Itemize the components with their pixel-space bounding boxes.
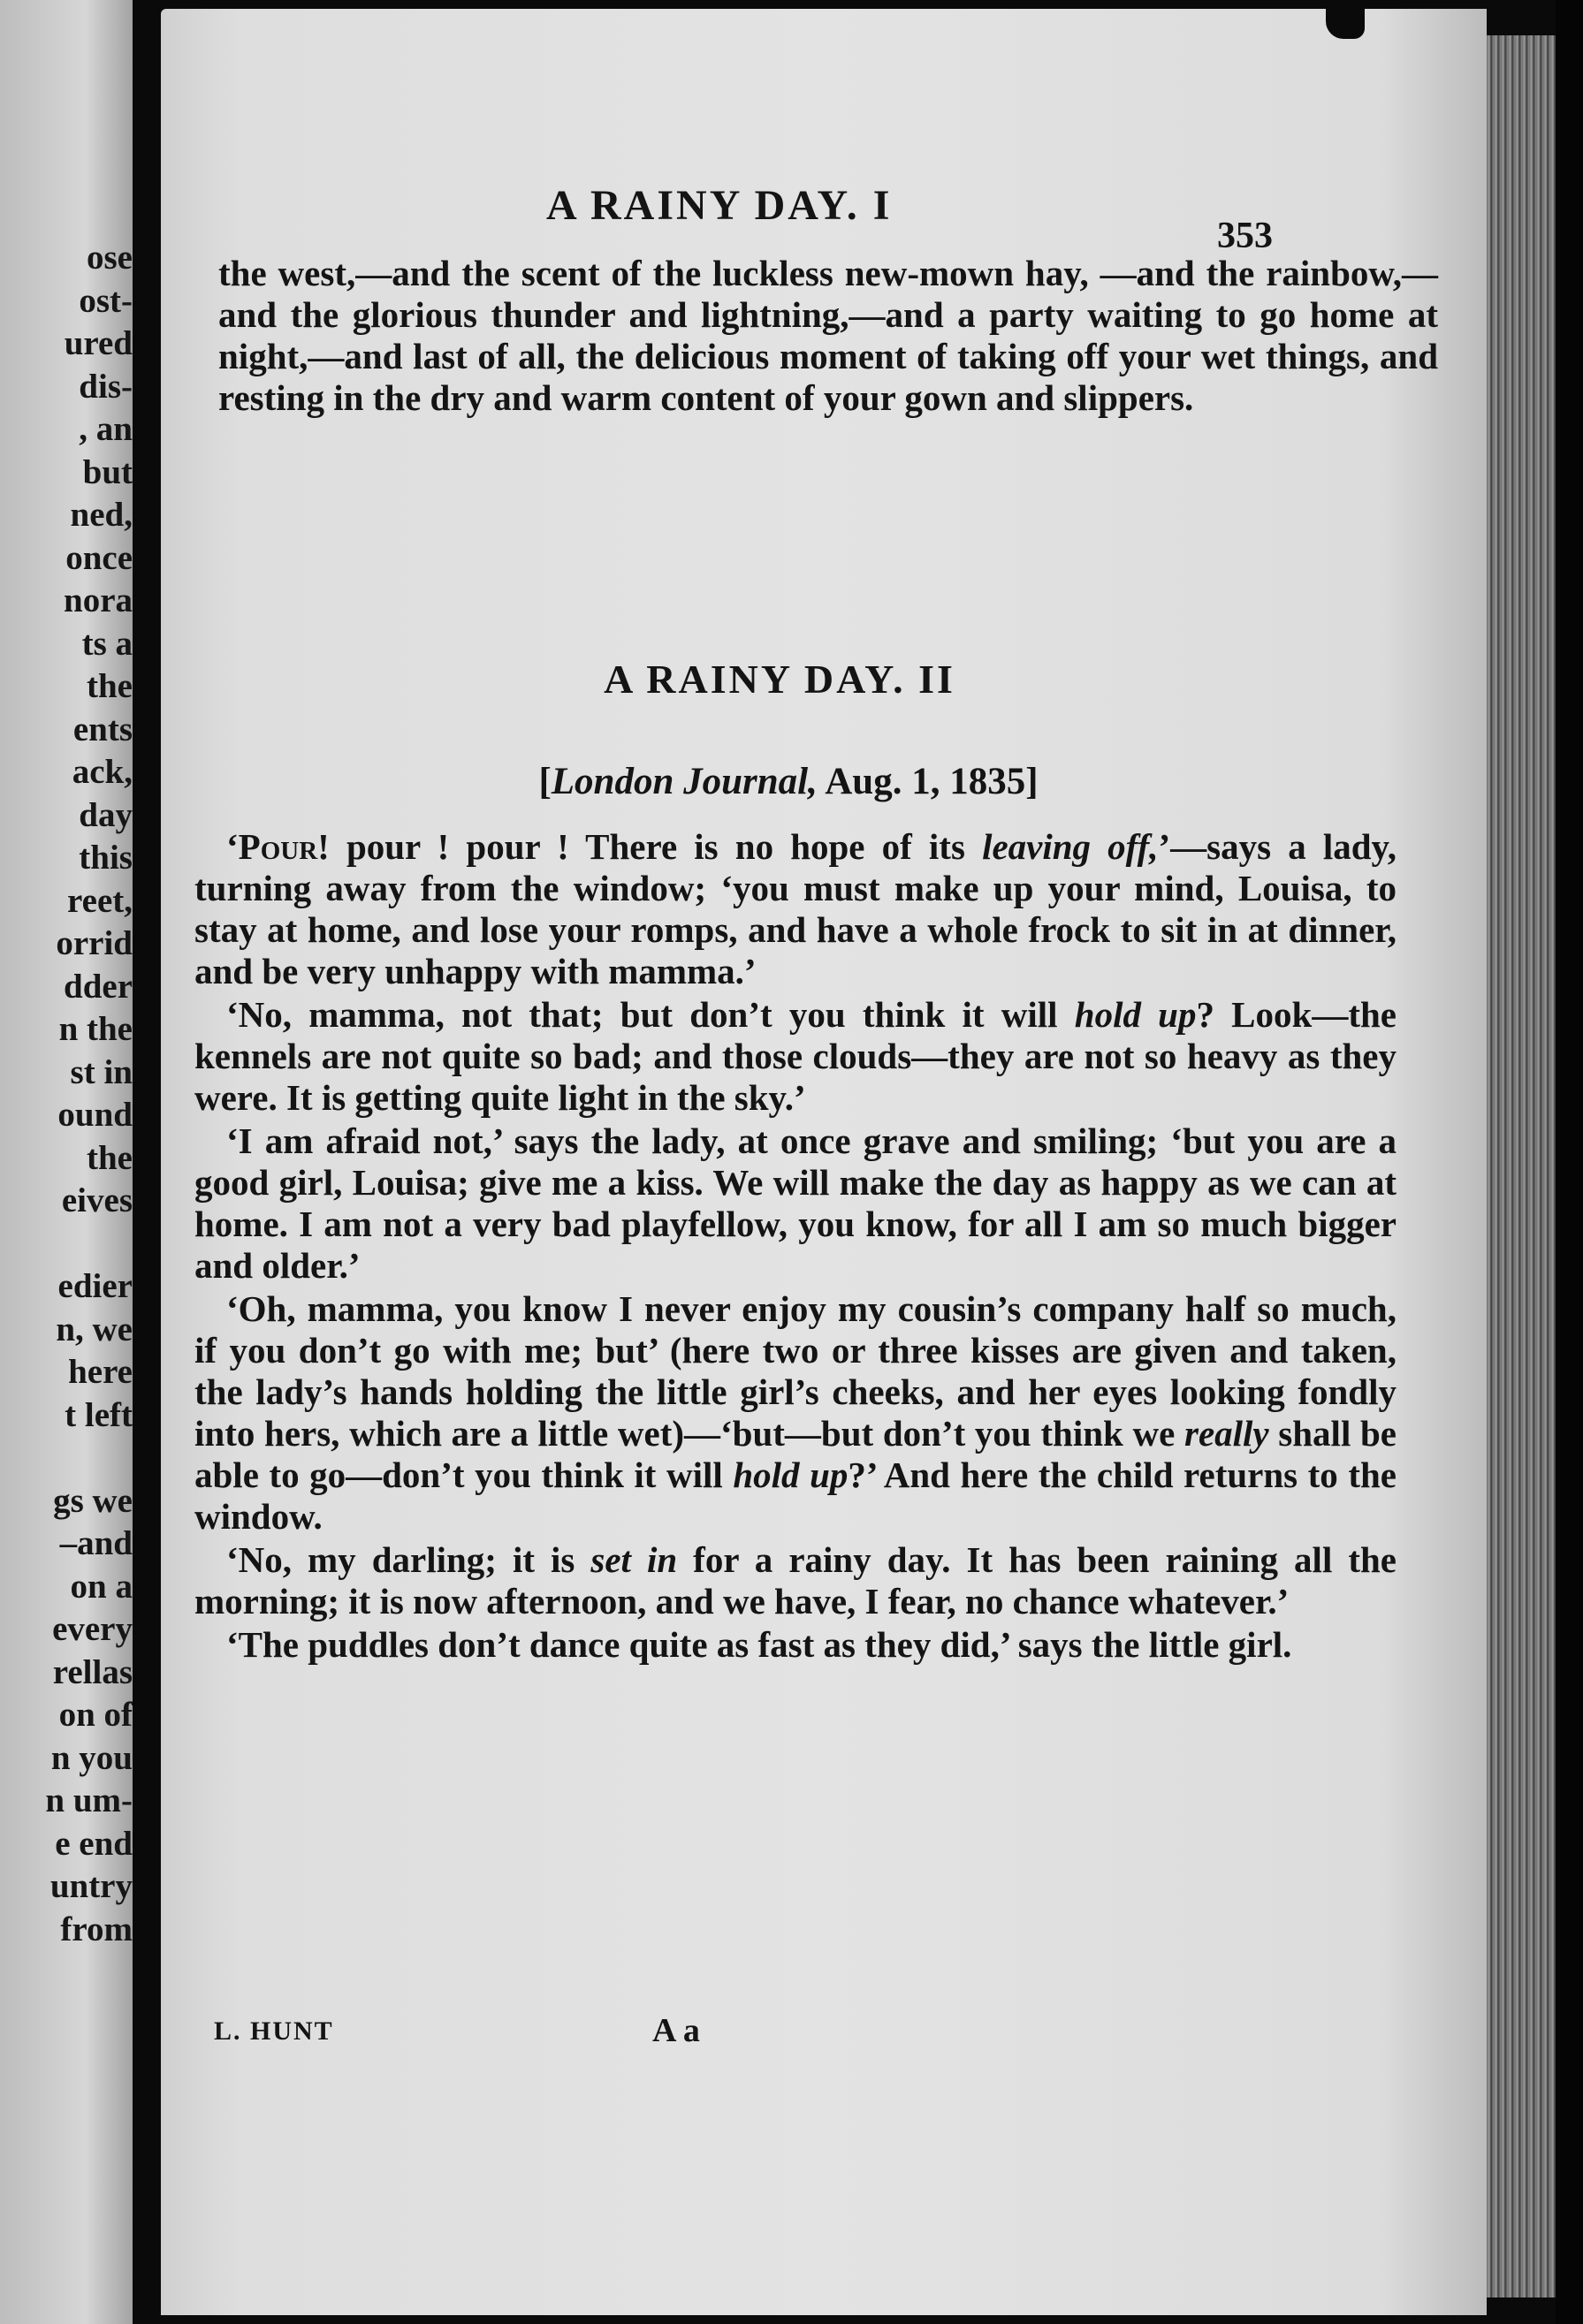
top-margin-mark xyxy=(1326,9,1365,39)
facing-page-line: rellas xyxy=(52,1652,133,1691)
facing-page-line: ose xyxy=(87,239,133,277)
facing-page-line: once xyxy=(65,538,133,577)
paragraph-1-text-b: ’—says a lady, turning away from the window; ‘you must make up your mind, Louisa, to stay at home, and lose your romps, and have a whole frock to sit in at dinner, and be very unhappy with mamma.’ xyxy=(194,826,1397,991)
facing-page-line: edier xyxy=(57,1267,133,1305)
facing-page-line: –and xyxy=(59,1524,133,1562)
source-citation xyxy=(161,760,1416,803)
paragraph-4-emphasis-1: really xyxy=(1183,1413,1269,1454)
facing-page-line: on of xyxy=(58,1696,133,1734)
page-footer xyxy=(161,2012,1487,2061)
paragraph-1-emphasis: leaving off, xyxy=(982,826,1159,867)
facing-page-line: here xyxy=(68,1353,133,1391)
facing-page-line: n the xyxy=(58,1010,133,1048)
facing-page-line: st in xyxy=(70,1052,133,1091)
essay-body xyxy=(194,826,1397,1667)
paragraph-4-text-c: ?’ And here the child returns to the window. xyxy=(194,1454,1397,1537)
facing-page-line: ned, xyxy=(70,496,133,534)
facing-page-line: reet, xyxy=(67,881,133,920)
facing-page-line: e end xyxy=(55,1824,133,1863)
paragraph-5-emphasis: set in xyxy=(590,1539,678,1580)
facing-page-line: ts a xyxy=(81,624,133,663)
facing-page-line: the xyxy=(87,1138,133,1177)
background-edge xyxy=(1556,0,1583,2324)
facing-page-line: orrid xyxy=(56,924,133,962)
facing-page-line: the xyxy=(87,667,133,705)
facing-page-line: ack, xyxy=(72,753,133,791)
facing-page-line: but xyxy=(82,452,133,491)
signature-author: L. HUNT xyxy=(214,2016,334,2046)
paragraph-2 xyxy=(194,994,1397,1119)
paragraph-3: ‘I am afraid not,’ says the lady, at once grave and smiling; ‘but you are a good girl, Louisa; give me a kiss. We will make the day as happy as we can at home. I am not a very bad playfellow, you know, for all I am so much bigger and older.’ xyxy=(194,1120,1397,1286)
facing-page-line: , an xyxy=(79,410,133,448)
facing-page-line: eives xyxy=(61,1181,133,1219)
facing-page-line: from xyxy=(60,1910,133,1948)
facing-page-line: ound xyxy=(57,1096,133,1134)
section-title: A RAINY DAY. II xyxy=(604,657,955,702)
facing-page-line: gs we xyxy=(53,1481,133,1520)
running-head xyxy=(161,181,1487,256)
facing-page-line xyxy=(45,1223,133,1266)
facing-page-line: on a xyxy=(70,1567,133,1606)
paragraph-4-text-a: ‘Oh, mamma, you know I never enjoy my cousin’s company half so much, if you don’t go with me; but’ (here two or three kisses are given and taken, the lady’s hands holding the little girl’s cheeks, and her eyes looking fondly into hers, which are a little wet)—‘but—but don’t you think we xyxy=(194,1288,1397,1454)
paragraph-4-emphasis-2: hold up xyxy=(733,1454,849,1495)
paragraph-4-text-b: shall be able to go—don’t you think it will xyxy=(194,1413,1397,1495)
source-bracket: [ xyxy=(538,761,552,802)
paragraph-1-text-a: ! pour ! pour ! There is no hope of its xyxy=(317,826,983,867)
paragraph-4 xyxy=(194,1288,1397,1538)
drop-word: Pour xyxy=(238,826,318,867)
paragraph-5 xyxy=(194,1539,1397,1622)
facing-page-line: n, we xyxy=(56,1310,133,1348)
page-number: 353 xyxy=(1217,216,1273,256)
facing-page-line: dis- xyxy=(79,367,133,406)
facing-page-line: ured xyxy=(64,324,133,362)
continued-text: the west,—and the scent of the luckless new-mown hay, —and the rainbow,—and the glorious thunder and lightning,—and a party waiting to go home at night,—and last of all, the delicious moment of taking off your wet things, and resting in the dry and warm content of your gown and slippers. xyxy=(218,253,1438,418)
facing-page-line: ost- xyxy=(79,281,133,320)
signature-mark: A a xyxy=(652,2012,700,2049)
facing-page-line: n you xyxy=(50,1738,133,1777)
running-title: A RAINY DAY. I xyxy=(546,182,893,229)
paragraph-1: ‘Pour! pour ! pour ! There is no hope of its leaving off,’—says a lady, turning away from the window; ‘you must make up your mind, Louisa, to stay at home, and lose your romps, and have a whole frock to sit in at dinner, and be very unhappy with mamma.’ xyxy=(194,826,1397,991)
paragraph-2-text-a: ‘No, mamma, not that; but don’t you think it will xyxy=(226,994,1075,1035)
facing-page-line: untry xyxy=(49,1867,133,1905)
paragraph-6: ‘The puddles don’t dance quite as fast as they did,’ says the little girl. xyxy=(226,1624,1292,1665)
paragraph-5-text-a: ‘No, my darling; it is xyxy=(226,1539,591,1580)
facing-page-line: n um- xyxy=(45,1781,133,1819)
paragraph-2-text-b: ? Look—the kennels are not quite so bad; and those clouds—they are not so heavy as they were. It is getting quite light in the sky.’ xyxy=(194,994,1397,1118)
book-gutter xyxy=(133,0,163,2324)
facing-page-line: every xyxy=(52,1610,133,1648)
facing-page-text xyxy=(45,237,133,1951)
facing-page-line: t left xyxy=(65,1395,133,1434)
paragraph-2-emphasis: hold up xyxy=(1074,994,1197,1035)
book-page xyxy=(161,9,1487,2315)
source-date: Aug. 1, 1835] xyxy=(817,761,1039,802)
continued-paragraph xyxy=(218,253,1438,419)
paragraph-5-text-b: for a rainy day. It has been raining all the morning; it is now afternoon, and we have, I fear, no chance whatever.’ xyxy=(194,1539,1397,1621)
facing-page-line: ents xyxy=(72,710,133,748)
facing-page-line: day xyxy=(79,795,133,834)
facing-page-line xyxy=(45,1437,133,1480)
facing-page-line: this xyxy=(79,839,133,877)
page-edges xyxy=(1487,35,1557,2297)
facing-page xyxy=(0,0,141,2324)
source-journal: London Journal, xyxy=(551,761,818,802)
facing-page-line: dder xyxy=(64,967,133,1006)
facing-page-line: nora xyxy=(64,581,133,619)
